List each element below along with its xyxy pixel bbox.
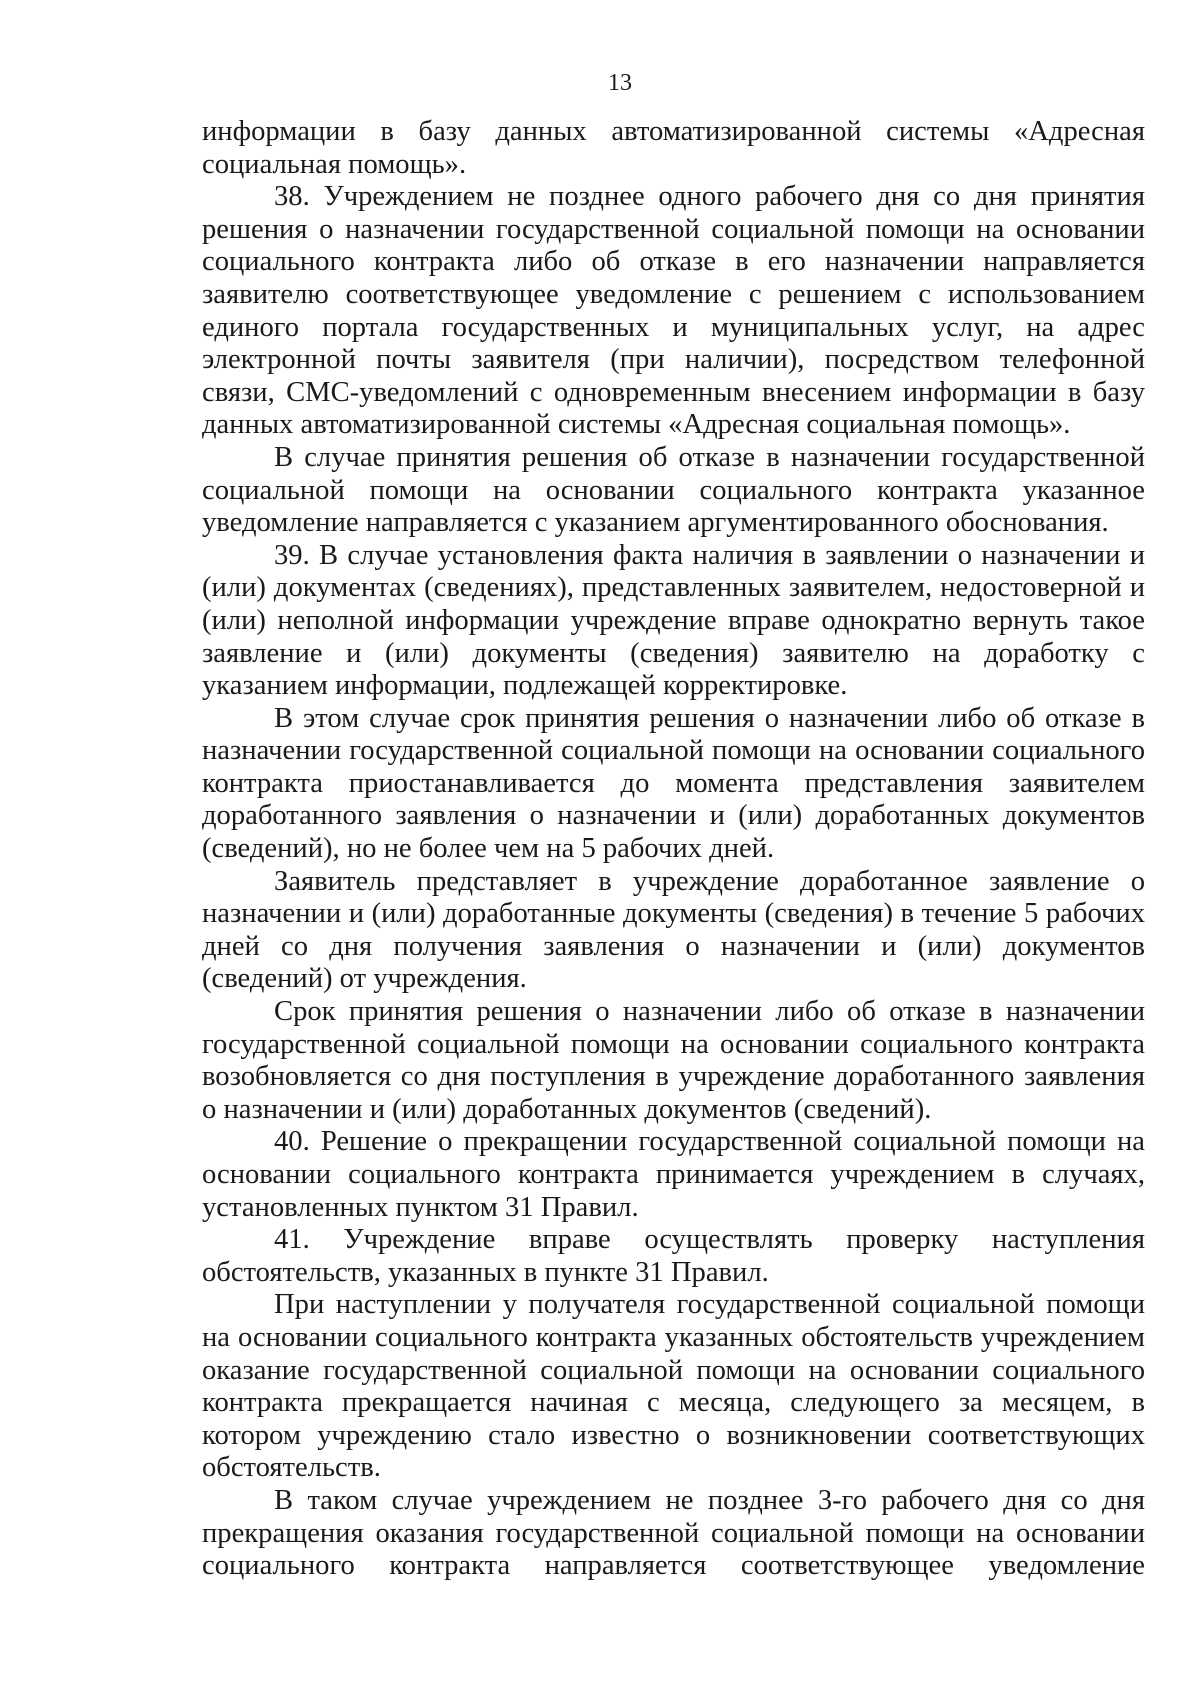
paragraph-item-39-resumption: Срок принятия решения о назначении либо об отказе в назначении государственной социальной помощи на основании социального контракта возобновляется со дня поступления в учреждение доработанного заявления о назначении и (или) доработанных документов (сведений).: [202, 996, 1145, 1125]
paragraph-item-41: 41. Учреждение вправе осуществлять проверку наступления обстоятельств, указанных в пункте 31 Правил.: [202, 1224, 1145, 1288]
paragraph-item-38-refusal: В случае принятия решения об отказе в назначении государственной социальной помощи на основании социального контракта указанное уведомление направляется с указанием аргументированного обоснования.: [202, 441, 1145, 539]
paragraph-item-40: 40. Решение о прекращении государственной социальной помощи на основании социального контракта принимается учреждением в случаях, установленных пунктом 31 Правил.: [202, 1126, 1145, 1223]
paragraph-continuation: информации в базу данных автоматизированной системы «Адресная социальная помощь».: [202, 116, 1145, 180]
document-body: [202, 116, 1145, 1583]
paragraph-item-39: 39. В случае установления факта наличия в заявлении о назначении и (или) документах (сведениях), представленных заявителем, недостоверной и (или) неполной информации учреждение вправе однократно вернуть такое заявление и (или) документы (сведения) заявителю на доработку с указанием информации, подлежащей корректировке.: [202, 539, 1145, 702]
paragraph-item-38: 38. Учреждением не позднее одного рабочего дня со дня принятия решения о назначении государственной социальной помощи на основании социального контракта либо об отказе в его назначении направляется заявителю соответствующее уведомление с решением с использованием единого портала государственных и муниципальных услуг, на адрес электронной почты заявителя (при наличии), посредством телефонной связи, СМС-уведомлений с одновременным внесением информации в базу данных автоматизированной системы «Адресная социальная помощь».: [202, 181, 1145, 441]
paragraph-item-41-notification: В таком случае учреждением не позднее 3-го рабочего дня со дня прекращения оказания государственной социальной помощи на основании социального контракта направляется соответствующее уведомление: [202, 1484, 1145, 1582]
paragraph-item-39-resubmission: Заявитель представляет в учреждение доработанное заявление о назначении и (или) доработанные документы (сведения) в течение 5 рабочих дней со дня получения заявления о назначении и (или) документов (сведений) от учреждения.: [202, 865, 1145, 995]
page-number: 13: [608, 70, 632, 96]
paragraph-item-39-suspension: В этом случае срок принятия решения о назначении либо об отказе в назначении государственной социальной помощи на основании социального контракта приостанавливается до момента представления заявителем доработанного заявления о назначении и (или) доработанных документов (сведений), но не более чем на 5 рабочих дней.: [202, 702, 1145, 865]
paragraph-item-41-termination: При наступлении у получателя государственной социальной помощи на основании социального контракта указанных обстоятельств учреждением оказание государственной социальной помощи на основании социального контракта прекращается начиная с месяца, следующего за месяцем, в котором учреждению стало известно о возникновении соответствующих обстоятельств.: [202, 1289, 1145, 1484]
